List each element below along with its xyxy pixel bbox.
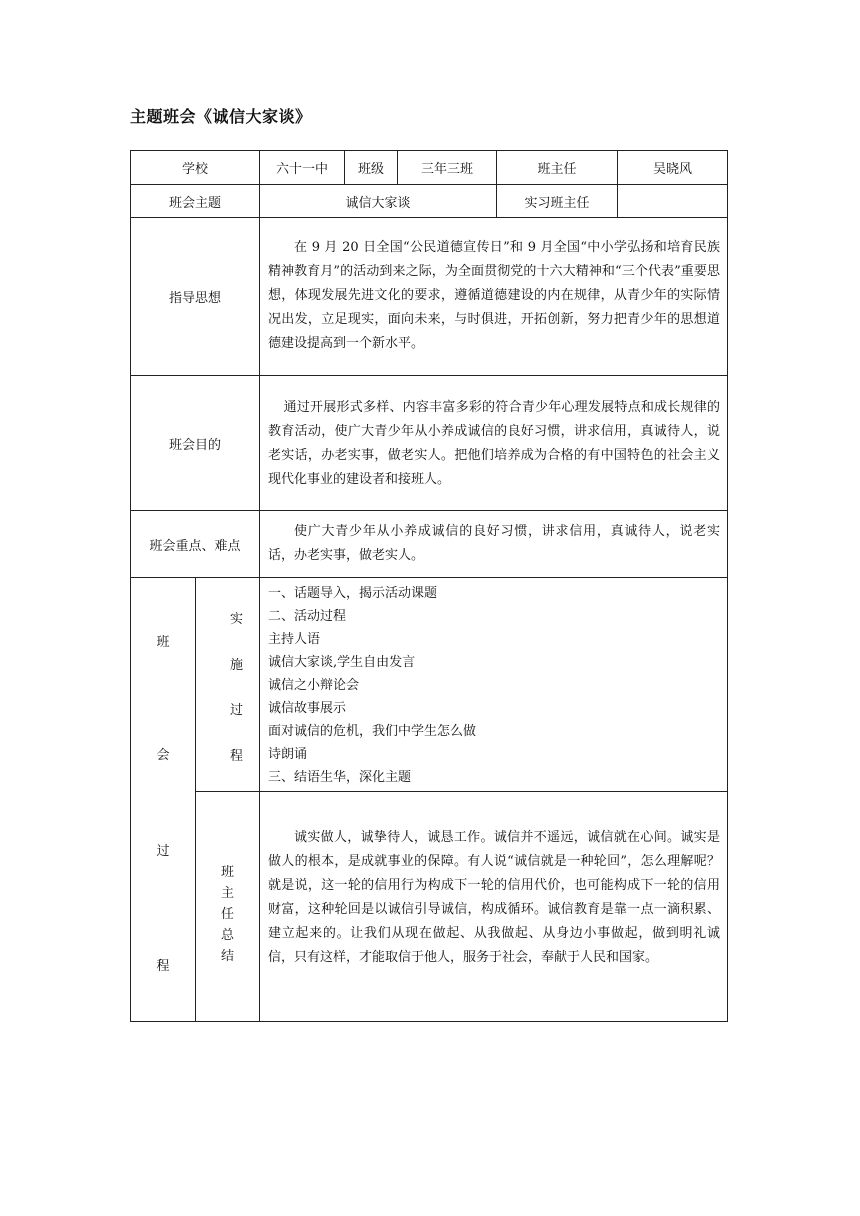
teacher-label: 班主任 xyxy=(537,162,577,177)
implementation-step: 三、结语生华，深化主题 xyxy=(268,770,412,785)
summary-label-char: 主 xyxy=(220,886,234,901)
implementation-step: 诚信故事展示 xyxy=(268,701,347,716)
teacher-value: 吴晓风 xyxy=(652,162,692,177)
process-label-char: 会 xyxy=(156,748,170,763)
implementation-step: 一、话题导入，揭示活动课题 xyxy=(268,586,438,601)
implementation-step: 诗朗诵 xyxy=(268,747,308,762)
impl-label-char: 过 xyxy=(230,703,244,718)
table-border xyxy=(259,150,260,1022)
school-label: 学校 xyxy=(181,162,208,177)
theme-value: 诚信大家谈 xyxy=(345,195,411,211)
impl-label-char: 施 xyxy=(230,658,244,673)
focus-difficulty-text: 使广大青少年从小养成诚信的良好习惯，讲求信用，真诚待人，说老实话，办老实事，做老实人。 xyxy=(268,524,720,563)
class-value: 三年三班 xyxy=(420,162,473,177)
implementation-step: 诚信之小辩论会 xyxy=(268,678,360,693)
document-title: 主题班会《诚信大家谈》 xyxy=(130,107,312,126)
implementation-label xyxy=(196,578,259,791)
school-value: 六十一中 xyxy=(275,162,328,177)
focus-difficulty-label: 班会重点、难点 xyxy=(149,538,241,554)
guiding-ideology-text: 在 9 月 20 日全国“公民道德宣传日”和 9 月全国“中小学弘扬和培育民族精神教育月”的活动到来之际，为全面贯彻党的十六大精神和“三个代表”重要思想，体现发展先进文化的要求，遵循道德建设的内在规律，从青少年的实际情况出发，立足现实，面向未来，与时俱进，开拓创新，努力把青少年的思想道德建设提高到一个新水平。 xyxy=(268,240,720,351)
process-label-char: 过 xyxy=(156,844,170,859)
implementation-steps xyxy=(268,582,476,789)
table-border xyxy=(130,1021,728,1022)
meeting-process-label xyxy=(131,578,195,1021)
implementation-step: 二、活动过程 xyxy=(268,609,347,624)
implementation-step: 面对诚信的危机，我们中学生怎么做 xyxy=(268,724,477,739)
implementation-step: 诚信大家谈,学生自由发言 xyxy=(268,655,416,670)
teacher-summary-text: 诚实做人，诚挚待人，诚恳工作。诚信并不遥远，诚信就在心间。诚实是做人的根本，是成就事业的保障。有人说“诚信就是一种轮回”，怎么理解呢？就是说，这一轮的信用行为构成下一轮的信用代价，也可能构成下一轮的信用财富，这种轮回是以诚信引导诚信，构成循环。诚信教育是靠一点一滴积累、建立起来的。让我们从现在做起、从我做起、从身边小事做起，做到明礼诚信，只有这样，才能取信于他人，服务于社会，奉献于人民和国家。 xyxy=(268,830,720,965)
process-label-char: 班 xyxy=(156,635,170,650)
class-label: 班级 xyxy=(357,162,384,177)
table-border xyxy=(195,791,728,792)
impl-label-char: 程 xyxy=(230,749,244,764)
summary-label-char: 总 xyxy=(220,928,234,943)
process-label-char: 程 xyxy=(156,959,170,974)
meeting-purpose-label: 班会目的 xyxy=(168,437,221,453)
implementation-step: 主持人语 xyxy=(268,632,321,647)
theme-label: 班会主题 xyxy=(168,195,221,211)
meeting-purpose-text: 通过开展形式多样、内容丰富多彩的符合青少年心理发展特点和成长规律的教育活动，使广大青少年从小养成诚信的良好习惯，讲求信用，真诚待人，说老实话，办老实事，做老实人。把他们培养成为合格的有中国特色的社会主义现代化事业的建设者和接班人。 xyxy=(268,400,720,487)
summary-label-char: 任 xyxy=(220,907,234,922)
guiding-ideology-label: 指导思想 xyxy=(168,291,221,306)
intern-teacher-value xyxy=(618,185,727,217)
table-border xyxy=(727,150,728,1022)
intern-teacher-label: 实习班主任 xyxy=(524,195,590,211)
summary-label-char: 班 xyxy=(220,865,234,880)
impl-label-char: 实 xyxy=(230,612,244,627)
summary-label-char: 结 xyxy=(220,949,234,964)
teacher-summary-label xyxy=(196,862,259,967)
